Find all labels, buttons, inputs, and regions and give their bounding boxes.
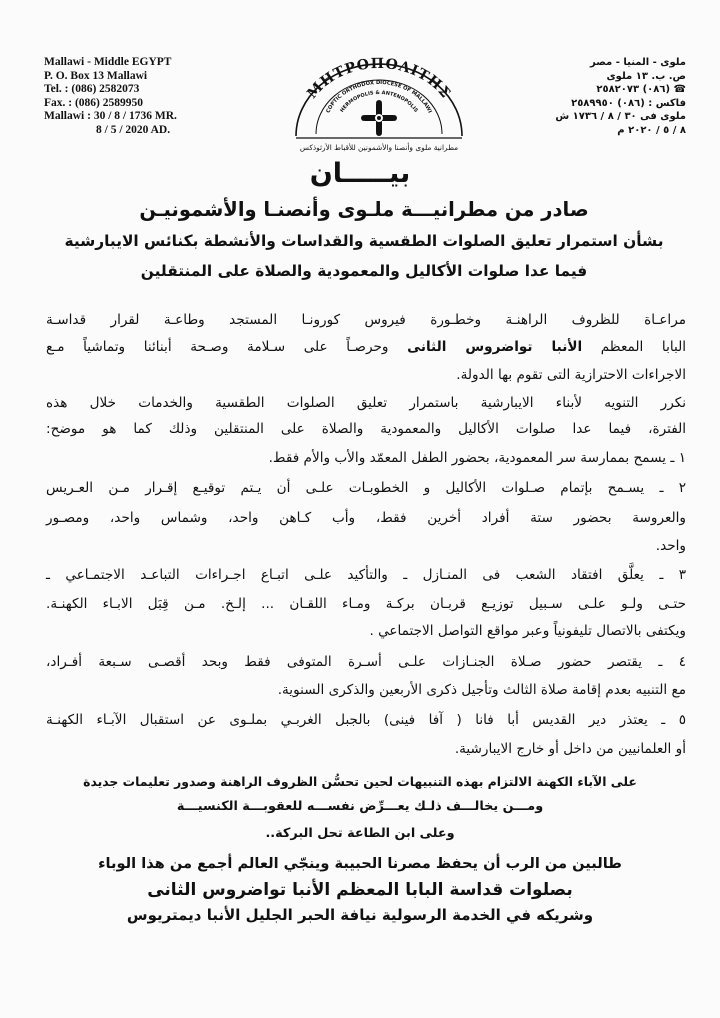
- diocese-logo: [290, 44, 468, 156]
- item5-line1: ٥ ـ يعتذر دير القديس أبا فانا ( آفا فينى) بالجبل الغربـي بملـوى عن استقبال الآبـاء الكهنـة: [46, 712, 686, 728]
- item5-line2: أو العلمانيين من داخل أو خارج الايبارشية.: [454, 741, 686, 757]
- closing-pope-prayers: بصلوات قداسة البابا المعظم الأنبا تواضروس الثانى: [147, 880, 573, 900]
- item1: ١ ـ يسمح بممارسة سر المعمودية، بحضور الطفل المعمّد والأب والأم فقط.: [268, 450, 686, 466]
- fax-line: Fax. : (086) 2589950: [44, 96, 144, 109]
- coptic-cross-icon: [361, 100, 397, 136]
- closing-instruction: على الآباء الكهنة الالتزام بهذه التنبيهات لحين تحسُّن الظروف الراهنة وصدور تعليمات جديدة: [83, 774, 637, 789]
- logo-inner-text: COPTIC ORTHODOX DIOCESE OF MALLAWI: [325, 79, 433, 115]
- pope-name: الأنبا تواضروس الثانى: [407, 339, 583, 355]
- header-contact-arabic: [555, 56, 686, 137]
- gregorian-date-line: 8 / 5 / 2020 AD.: [96, 123, 171, 136]
- subtitle-exceptions: فيما عدا صلوات الأكاليل والمعمودية والصلاة على المنتقلين: [140, 262, 588, 280]
- item2-line1: ٢ ـ يسـمح بإتمام صـلوات الأكاليل و الخطوبـات علـى أن يـتم توقيـع إقـرار مـن العـريس: [46, 480, 686, 496]
- logo-arabic-caption: مطرانية ملوى وأنصنا والأشمونين للأقباط الأرثوذكس: [299, 143, 459, 152]
- fax-line-ar: فاكس : (٠٨٦) ٢٥٨٩٩٥٠: [571, 97, 686, 109]
- po-box-line: P. O. Box 13 Mallawi: [44, 69, 148, 82]
- gregorian-date-line-ar: ٨ / ٥ / ٢٠٢٠ م: [617, 124, 686, 136]
- para2-line2: الفترة، فيما عدا صلوات الأكاليل والمعمودية والصلاة على المنتقلين وذلك كما هو موضح:: [46, 421, 686, 437]
- page-title: بيـــــان: [309, 158, 411, 189]
- subtitle-topic: بشأن استمرار تعليق الصلوات الطقسية والقداسات والأنشطة بكنائس الايبارشية: [64, 232, 664, 250]
- closing-prayer: طالبين من الرب أن يحفظ مصرنا الحبيبة وينجّي العالم أجمع من هذا الوباء: [98, 855, 622, 872]
- logo-greek-arc: ΜΗΤΡΟΠΟΛΙΤΗΣ: [304, 55, 454, 102]
- item3-line2: حتـى ولـو علـى سـبيل توزيـع قربـان بركـة ومـاء اللقـان ... إلـخ. مـن قِبَل الابـاء الكهنـة.: [46, 596, 686, 612]
- para1-line2-start: البابا المعظم: [582, 339, 687, 355]
- closing-blessing: وعلى ابن الطاعة تحل البركة..: [265, 826, 455, 841]
- po-box-line-ar: ص. ب. ١٣ ملوى: [606, 70, 686, 82]
- address-line-ar: ملوى - المنيا - مصر: [589, 57, 686, 68]
- address-line: Mallawi - Middle EGYPT: [44, 56, 172, 68]
- item4-line1: ٤ ـ يقتصر حضور صـلاة الجنـازات علـى أسـرة المتوفى فقط وبحد أقصـى سـبعة أفـراد،: [46, 654, 686, 670]
- para2-line1: نكرر التنويه لأبناء الايبارشية باستمرار تعليق الصلوات الطقسية والخدمات خلال هذه: [46, 395, 686, 411]
- closing-bishop: وشريكه في الخدمة الرسولية نيافة الحبر الجليل الأنبا ديمتريوس: [126, 906, 594, 924]
- tel-line-ar: ☎ (٠٨٦) ٢٥٨٢٠٧٣: [596, 84, 686, 95]
- header-contact-english: [44, 56, 177, 137]
- tel-line: Tel. : (086) 2582073: [44, 83, 140, 95]
- para1-line1: مراعـاة للظروف الراهنـة وخطـورة فيروس كورونـا المستجد وطاعـة لقرار قداسـة: [46, 312, 686, 328]
- item2-line2: والعروسة بحضور ستة أفراد أخرين فقط، وأب كـاهن واحد، وشماس واحد، ومصـور: [46, 510, 686, 526]
- para1-line2-end: وحرصـاً على سـلامة وصـحة أبنائنا وتماشياً مـع: [46, 339, 408, 355]
- item3-line3: ويكتفى بالاتصال تليفونياً وعبر مواقع التواصل الاجتماعي .: [369, 623, 686, 639]
- item2-line3: واحد.: [655, 538, 686, 554]
- logo-inner-text-2: HERMOPOLIS & ANTENOPOLIS: [339, 89, 419, 114]
- item3-line1: ٣ ـ يعلَّق افتقاد الشعب فى المنـازل ـ والتأكيد علـى اتبـاع اجـراءات التباعـد الاجتمـاعي ـ: [46, 567, 686, 583]
- subtitle-issuer: صادر من مطرانيـــة ملـوى وأنصنـا والأشمونيـن: [139, 198, 589, 221]
- coptic-date-line-ar: ملوى فى ٣٠ / ٨ / ١٧٣٦ ش: [555, 111, 686, 122]
- coptic-date-line: Mallawi : 30 / 8 / 1736 MR.: [44, 110, 177, 122]
- para1-line3: الاجراءات الاحترازية التى تقوم بها الدولة.: [456, 367, 686, 383]
- item4-line2: مع التنبيه بعدم إقامة صلاة الثالث وتأجيل ذكرى الأربعين والذكرى السنوية.: [277, 682, 686, 698]
- para1-line2: [46, 339, 686, 355]
- closing-warning: ومـــن يخالـــف ذلـك يعـــرِّض نفســـه للعقوبـــة الكنسيـــة: [176, 799, 544, 814]
